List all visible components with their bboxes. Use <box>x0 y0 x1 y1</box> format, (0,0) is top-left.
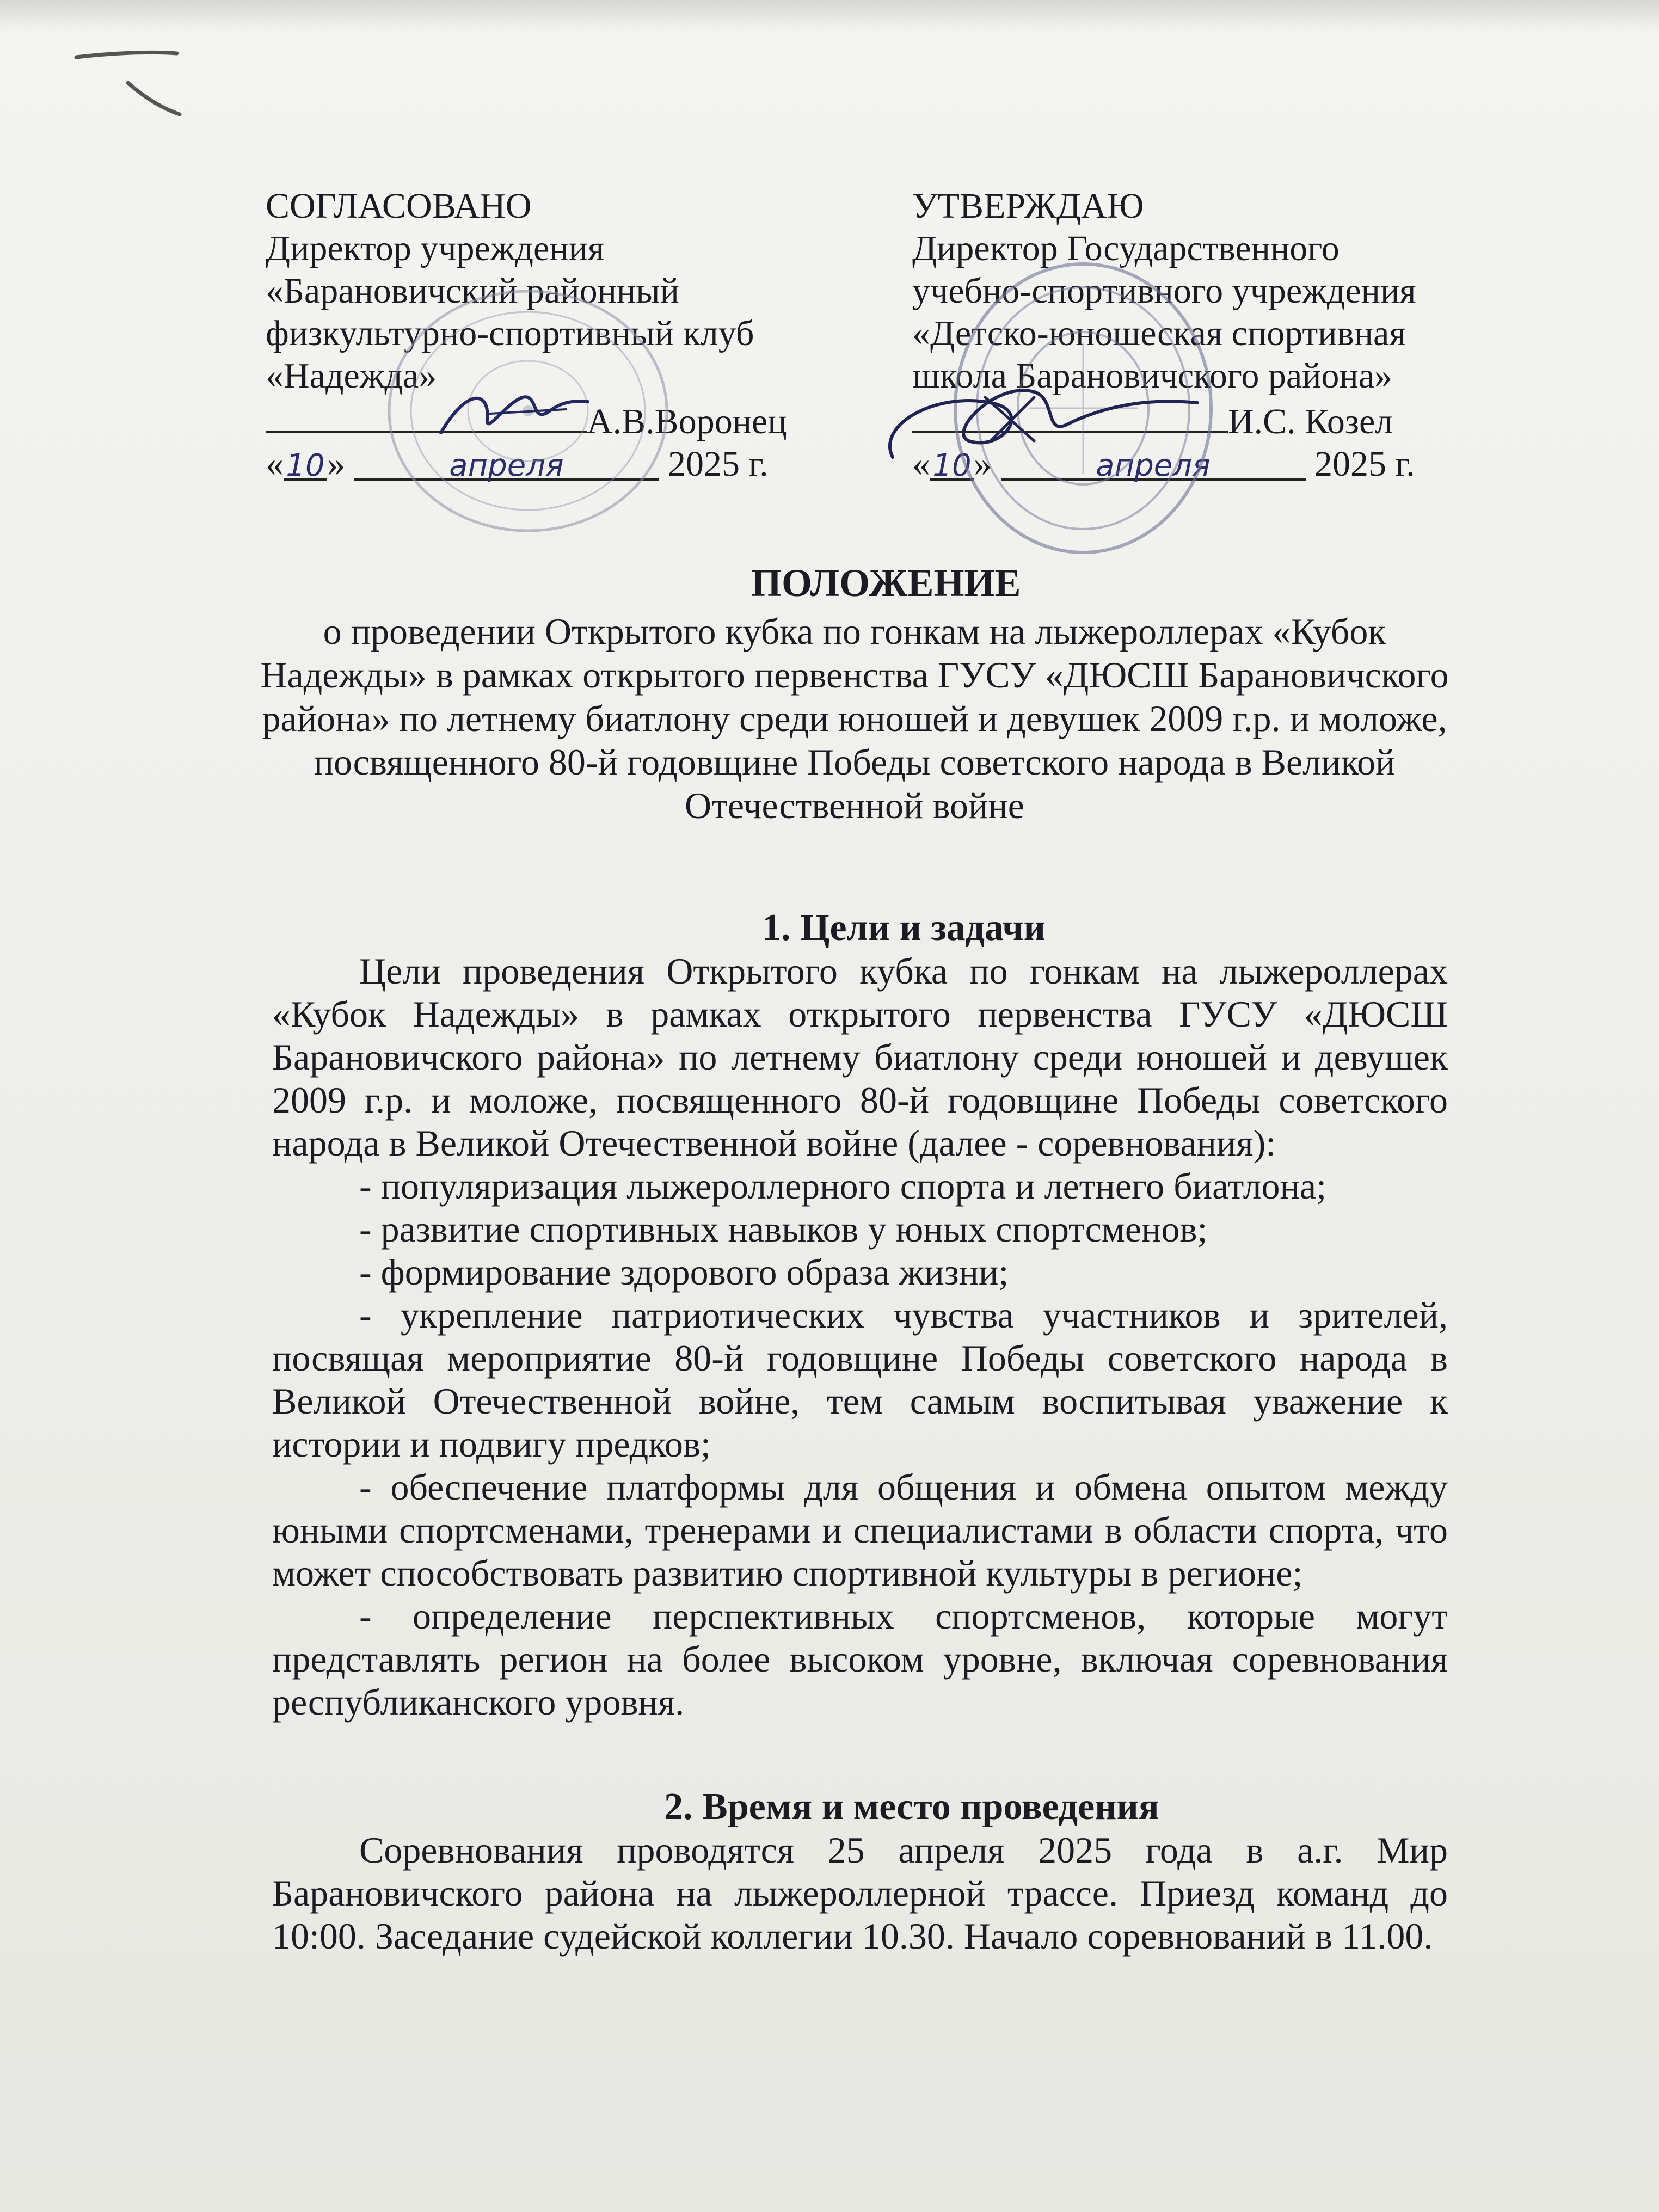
approval-line: школа Барановичского района» <box>912 356 1393 396</box>
date-month: апреля <box>354 445 659 481</box>
date-day: 10 <box>930 445 974 481</box>
goal-item: - определение перспективных спортсменов, которые могут представлять регион на более высоком уровне, включая соревнования республиканского уровня. <box>272 1595 1448 1723</box>
section-1-heading: 1. Цели и задачи <box>762 907 1046 949</box>
signatory-name: А.В.Воронец <box>587 402 787 441</box>
section-2-heading: 2. Время и место проведения <box>664 1786 1159 1828</box>
approval-line: физкультурно-спортивный клуб <box>266 314 754 353</box>
signature-right <box>871 359 1285 490</box>
signature-left <box>435 381 593 441</box>
date-year: 2025 г. <box>668 444 769 484</box>
goal-item: - обеспечение платформы для общения и обмена опытом между юными спортсменами, тренерами и специалистами в области спорта, что может способствовать развитию спортивной культуры в регионе; <box>272 1466 1448 1594</box>
section-2-text: Соревнования проводятся 25 апреля 2025 года в а.г. Мир Барановичского района на лыжероллерной трассе. Приезд команд до 10:00. Заседание судейской коллегии 10.30. Начало соревнований в 11.00. <box>272 1829 1448 1957</box>
approval-line: учебно-спортивного учреждения <box>912 271 1416 311</box>
approval-heading: УТВЕРЖДАЮ <box>912 186 1144 226</box>
date-month: апреля <box>1001 445 1306 481</box>
goal-item: - развитие спортивных навыков у юных спортсменов; <box>359 1208 1208 1250</box>
approval-line: «Надежда» <box>266 356 437 396</box>
date-quote-open: « <box>266 444 284 484</box>
document-subtitle: о проведении Открытого кубка по гонкам на лыжероллерах «Кубок Надежды» в рамках открытого первенства ГУСУ «ДЮСШ Барановичского района» по летнему биатлону среди юношей и девушек 2009 г.р. и моложе, посвященного 80-й годовщине Победы советского народа в Великой Отечественной войне <box>260 611 1449 826</box>
approval-line: Директор учреждения <box>266 229 605 268</box>
page-edge-shadow <box>0 0 1659 33</box>
date-quote-close: » <box>327 444 345 484</box>
approval-heading: СОГЛАСОВАНО <box>266 186 532 226</box>
section-1-body <box>272 950 1448 1724</box>
approval-line: «Детско-юношеская спортивная <box>912 314 1406 353</box>
date-year: 2025 г. <box>1314 444 1415 484</box>
document-title: ПОЛОЖЕНИЕ <box>751 561 1021 605</box>
date-day: 10 <box>284 445 327 481</box>
section-2-body <box>272 1829 1448 1958</box>
date-quote-close: » <box>974 444 992 484</box>
goal-item: - формирование здорового образа жизни; <box>359 1251 1009 1293</box>
pen-mark <box>65 44 196 125</box>
date-quote-open: « <box>912 444 930 484</box>
goal-item: - популяризация лыжероллерного спорта и летнего биатлона; <box>359 1165 1326 1207</box>
approval-line: Директор Государственного <box>912 229 1340 268</box>
signatory-name: И.С. Козел <box>1228 402 1393 441</box>
approval-line: «Барановичский районный <box>266 271 679 311</box>
section-1-intro: Цели проведения Открытого кубка по гонкам на лыжероллерах «Кубок Надежды» в рамках открытого первенства ГУСУ «ДЮСШ Барановичского района» по летнему биатлону среди юношей и девушек 2009 г.р. и моложе, посвященного 80-й годовщине Победы советского народа в Великой Отечественной войне (далее - соревнования): <box>272 950 1448 1164</box>
goal-item: - укрепление патриотических чувства участников и зрителей, посвящая мероприятие 80-й годовщине Победы советского народа в Великой Отечественной войне, тем самым воспитывая уважение к истории и подвигу предков; <box>272 1294 1448 1465</box>
